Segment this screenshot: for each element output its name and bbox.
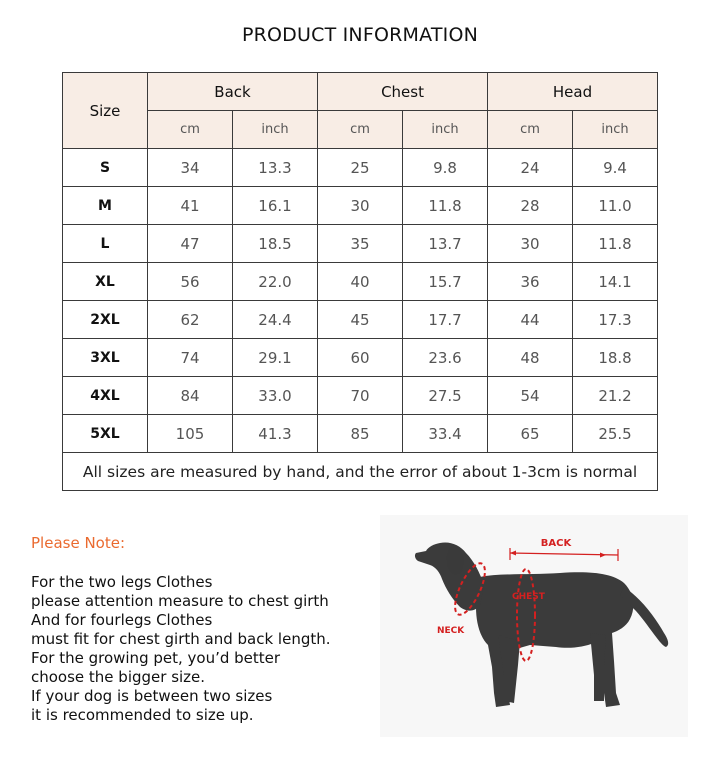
measurement-cell: 34 bbox=[148, 149, 233, 187]
size-cell: 4XL bbox=[63, 377, 148, 415]
table-row bbox=[63, 225, 658, 263]
measurement-cell: 18.5 bbox=[233, 225, 318, 263]
measurement-cell: 29.1 bbox=[233, 339, 318, 377]
measurement-cell: 74 bbox=[148, 339, 233, 377]
size-chart-table bbox=[62, 72, 658, 491]
measurement-cell: 21.2 bbox=[573, 377, 658, 415]
measurement-cell: 65 bbox=[488, 415, 573, 453]
note-title: Please Note: bbox=[31, 534, 126, 552]
measurement-cell: 11.0 bbox=[573, 187, 658, 225]
unit-header: cm bbox=[148, 111, 233, 149]
measurement-cell: 9.4 bbox=[573, 149, 658, 187]
size-cell: 3XL bbox=[63, 339, 148, 377]
back-label: BACK bbox=[540, 538, 572, 549]
measurement-cell: 9.8 bbox=[403, 149, 488, 187]
measurement-cell: 84 bbox=[148, 377, 233, 415]
measurement-cell: 41.3 bbox=[233, 415, 318, 453]
note-text bbox=[31, 573, 371, 725]
table-row bbox=[63, 339, 658, 377]
measurement-cell: 47 bbox=[148, 225, 233, 263]
table-row bbox=[63, 415, 658, 453]
measurement-cell: 33.0 bbox=[233, 377, 318, 415]
measurement-cell: 25 bbox=[318, 149, 403, 187]
back-group-header: Back bbox=[148, 73, 318, 111]
note-line: please attention measure to chest girth bbox=[31, 592, 329, 610]
measurement-cell: 23.6 bbox=[403, 339, 488, 377]
note-line: choose the bigger size. bbox=[31, 668, 206, 686]
measurement-cell: 18.8 bbox=[573, 339, 658, 377]
measurement-cell: 14.1 bbox=[573, 263, 658, 301]
measurement-cell: 15.7 bbox=[403, 263, 488, 301]
unit-header: inch bbox=[233, 111, 318, 149]
measurement-cell: 24 bbox=[488, 149, 573, 187]
unit-header: inch bbox=[573, 111, 658, 149]
unit-header: cm bbox=[488, 111, 573, 149]
measurement-cell: 30 bbox=[488, 225, 573, 263]
measurement-cell: 60 bbox=[318, 339, 403, 377]
table-row bbox=[63, 263, 658, 301]
table-row bbox=[63, 149, 658, 187]
note-section bbox=[31, 534, 371, 725]
back-measure-marker bbox=[510, 538, 618, 561]
table-row bbox=[63, 377, 658, 415]
measurement-cell: 35 bbox=[318, 225, 403, 263]
measurement-cell: 17.3 bbox=[573, 301, 658, 339]
measurement-cell: 41 bbox=[148, 187, 233, 225]
size-cell: XL bbox=[63, 263, 148, 301]
table-row bbox=[63, 187, 658, 225]
size-cell: 2XL bbox=[63, 301, 148, 339]
measurement-cell: 27.5 bbox=[403, 377, 488, 415]
size-cell: L bbox=[63, 225, 148, 263]
measurement-cell: 105 bbox=[148, 415, 233, 453]
measurement-cell: 70 bbox=[318, 377, 403, 415]
measurement-cell: 13.7 bbox=[403, 225, 488, 263]
measurement-cell: 11.8 bbox=[403, 187, 488, 225]
measurement-cell: 17.7 bbox=[403, 301, 488, 339]
size-cell: S bbox=[63, 149, 148, 187]
measurement-cell: 45 bbox=[318, 301, 403, 339]
dog-illustration bbox=[380, 515, 688, 737]
measurement-cell: 56 bbox=[148, 263, 233, 301]
head-group-header: Head bbox=[488, 73, 658, 111]
size-cell: M bbox=[63, 187, 148, 225]
size-cell: 5XL bbox=[63, 415, 148, 453]
measurement-cell: 33.4 bbox=[403, 415, 488, 453]
measurement-cell: 85 bbox=[318, 415, 403, 453]
table-row bbox=[63, 301, 658, 339]
measurement-cell: 44 bbox=[488, 301, 573, 339]
note-line: must fit for chest girth and back length. bbox=[31, 630, 331, 648]
measurement-cell: 13.3 bbox=[233, 149, 318, 187]
measurement-cell: 22.0 bbox=[233, 263, 318, 301]
measurement-cell: 48 bbox=[488, 339, 573, 377]
measurement-cell: 30 bbox=[318, 187, 403, 225]
measurement-cell: 36 bbox=[488, 263, 573, 301]
unit-header: cm bbox=[318, 111, 403, 149]
chest-group-header: Chest bbox=[318, 73, 488, 111]
table-footnote: All sizes are measured by hand, and the error of about 1-3cm is normal bbox=[63, 453, 658, 491]
note-line: For the two legs Clothes bbox=[31, 573, 213, 591]
measurement-cell: 54 bbox=[488, 377, 573, 415]
measurement-cell: 40 bbox=[318, 263, 403, 301]
dog-silhouette bbox=[415, 542, 668, 707]
measurement-cell: 11.8 bbox=[573, 225, 658, 263]
note-line: If your dog is between two sizes bbox=[31, 687, 273, 705]
measurement-cell: 24.4 bbox=[233, 301, 318, 339]
measurement-cell: 62 bbox=[148, 301, 233, 339]
page-title: PRODUCT INFORMATION bbox=[241, 24, 479, 46]
unit-header: inch bbox=[403, 111, 488, 149]
dog-measurement-diagram bbox=[380, 515, 688, 737]
measurement-cell: 16.1 bbox=[233, 187, 318, 225]
chest-label: CHEST bbox=[512, 592, 545, 602]
size-column-header: Size bbox=[63, 73, 148, 149]
neck-label: NECK bbox=[437, 626, 465, 636]
note-line: And for fourlegs Clothes bbox=[31, 611, 213, 629]
note-line: For the growing pet, you’d better bbox=[31, 649, 281, 667]
measurement-cell: 28 bbox=[488, 187, 573, 225]
note-line: it is recommended to size up. bbox=[31, 706, 254, 724]
measurement-cell: 25.5 bbox=[573, 415, 658, 453]
